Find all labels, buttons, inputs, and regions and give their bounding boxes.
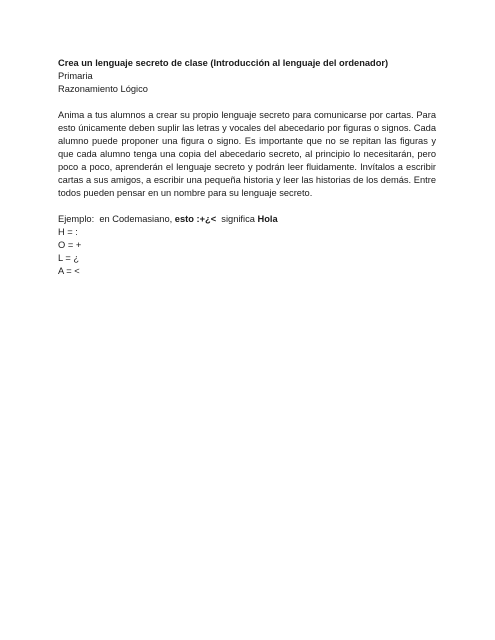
mapping-o: O = +	[58, 240, 82, 250]
instructions-paragraph: Anima a tus alumnos a crear su propio lenguaje secreto para comunicarse por cartas. Para esto únicamente deben suplir las letras y vocales del abecedario por figuras o signos. Cada alumno puede proponer una figura o signo. Es importante que no se repitan las figuras y que cada alumno tenga una copia del abecedario secreto, al principio lo necesitarán, pero poco a poco, aprenderán el lenguaje secreto y podrán leer fluidamente. Invítalos a escribir cartas a sus amigos, a escribir una pequeña historia y leer las historias de los demás. Entre todos pueden pensar en un nombre para su lenguaje secreto.	[58, 110, 436, 198]
mapping-l: L = ¿	[58, 253, 80, 263]
document-content	[58, 57, 436, 278]
example-word: esto	[174, 214, 194, 224]
subject-label: Razonamiento Lógico	[58, 84, 148, 94]
document-title: Crea un lenguaje secreto de clase (Introducción al lenguaje del ordenador)	[58, 58, 389, 68]
example-middle: significa	[216, 214, 258, 224]
mapping-a: A = <	[58, 266, 80, 276]
example-code: :+¿<	[193, 214, 217, 224]
example-meaning: Hola	[257, 214, 278, 224]
example-block	[58, 213, 436, 278]
mapping-h: H = :	[58, 227, 78, 237]
level-label: Primaria	[58, 71, 93, 81]
example-prefix: Ejemplo: en Codemasiano,	[58, 214, 175, 224]
example-line	[58, 213, 436, 226]
